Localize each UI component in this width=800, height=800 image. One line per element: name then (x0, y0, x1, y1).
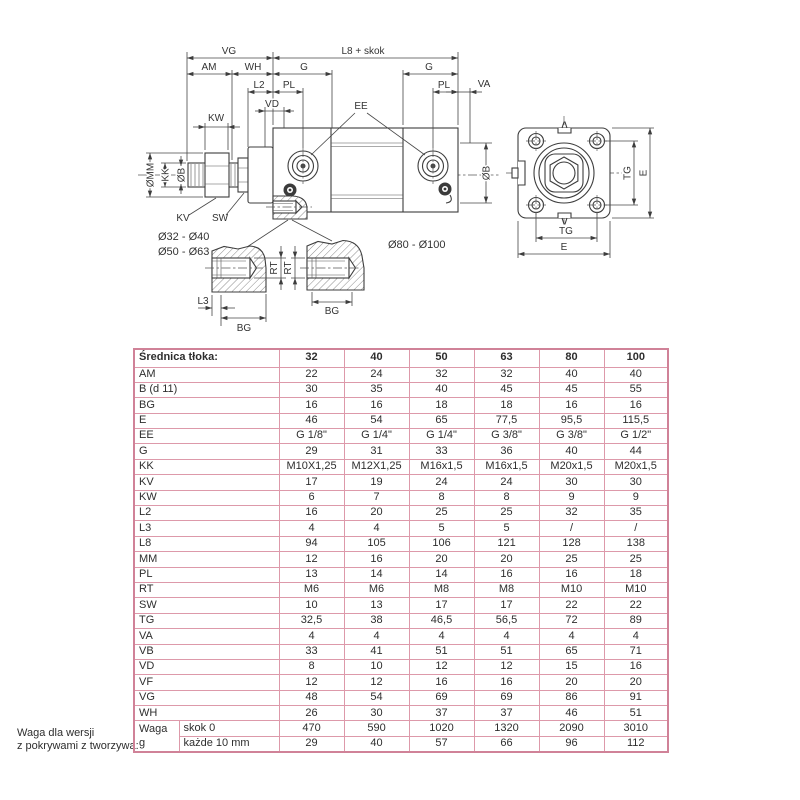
end-view (506, 116, 654, 258)
table-row (134, 706, 668, 721)
row-label: VF (134, 675, 279, 690)
cell-value: 69 (409, 690, 474, 705)
cell-value: 12 (344, 675, 409, 690)
row-label: RT (134, 582, 279, 597)
dim-label-dia-mm: ØMM (145, 162, 157, 188)
cell-value: G 1/8" (279, 429, 344, 444)
cell-value: 10 (344, 659, 409, 674)
cell-value: 16 (539, 567, 604, 582)
cell-value: 40 (539, 367, 604, 382)
table-row (134, 629, 668, 644)
cell-value: 3010 (604, 721, 668, 736)
cell-value: 13 (279, 567, 344, 582)
table-row (134, 659, 668, 674)
cell-value: 18 (474, 398, 539, 413)
note-range-large: Ø80 - Ø100 (388, 239, 446, 251)
note-range-medium: Ø50 - Ø63 (158, 246, 210, 258)
dim-label-rt-large: RT (283, 261, 294, 275)
thread-detail-large (283, 241, 364, 318)
table-row (134, 398, 668, 413)
cell-value: 91 (604, 690, 668, 705)
table-row (134, 429, 668, 444)
dim-label-pl-right: PL (437, 80, 451, 91)
cell-value: 13 (344, 598, 409, 613)
dim-label-g-left: G (300, 62, 308, 73)
row-label: EE (134, 429, 279, 444)
cell-value: 46,5 (409, 613, 474, 628)
cylinder-body (247, 128, 458, 247)
table-row (134, 582, 668, 597)
rod-nut (205, 153, 229, 197)
dim-label-pl-left: PL (282, 80, 296, 91)
cell-value: 16 (279, 398, 344, 413)
table-row (134, 536, 668, 551)
cell-value: 1320 (474, 721, 539, 736)
cell-value: 115,5 (604, 413, 668, 428)
row-label: VB (134, 644, 279, 659)
weight-row (134, 721, 668, 736)
cell-value: 25 (474, 506, 539, 521)
cell-value: 40 (539, 444, 604, 459)
dim-label-dia-b-rod: ØB (176, 167, 188, 183)
cell-value: 128 (539, 536, 604, 551)
cell-value: 46 (539, 706, 604, 721)
cell-value: 24 (344, 367, 409, 382)
cell-value: 44 (604, 444, 668, 459)
cell-value: 25 (539, 552, 604, 567)
cell-value: 20 (604, 675, 668, 690)
cell-value: 4 (474, 629, 539, 644)
cell-value: 18 (604, 567, 668, 582)
table-row (134, 413, 668, 428)
table-row (134, 475, 668, 490)
cell-value: 26 (279, 706, 344, 721)
cell-value: 46 (279, 413, 344, 428)
cell-value: 51 (474, 644, 539, 659)
table-row (134, 459, 668, 474)
cell-value: 470 (279, 721, 344, 736)
cell-value: 19 (344, 475, 409, 490)
dim-label-dia-b-body: ØB (481, 165, 493, 181)
cell-value: 8 (474, 490, 539, 505)
dim-label-bg-small: BG (236, 323, 252, 334)
row-label: KW (134, 490, 279, 505)
cell-value: 12 (409, 659, 474, 674)
cell-value: 16 (409, 675, 474, 690)
column-header: 32 (279, 349, 344, 367)
dim-label-kk: KK (160, 168, 172, 182)
cell-value: 106 (409, 536, 474, 551)
caption-line1: Waga dla wersji (17, 727, 95, 739)
cell-value: 2090 (539, 721, 604, 736)
cell-value: 54 (344, 690, 409, 705)
cell-value: 1020 (409, 721, 474, 736)
table-row (134, 382, 668, 397)
cell-value: G 3/8" (474, 429, 539, 444)
weight-sublabel: skok 0 (179, 721, 279, 736)
table-header-label: Średnica tłoka: (134, 349, 279, 367)
cell-value: G 1/4" (344, 429, 409, 444)
cell-value: 38 (344, 613, 409, 628)
rod-flats (238, 158, 248, 192)
cell-value: 4 (409, 629, 474, 644)
cell-value: 20 (344, 506, 409, 521)
table-row (134, 506, 668, 521)
cell-value: 57 (409, 736, 474, 752)
dim-label-wh: WH (244, 62, 262, 73)
cell-value: 30 (539, 475, 604, 490)
cell-value: 20 (539, 675, 604, 690)
cell-value: 40 (604, 367, 668, 382)
cell-value: M10 (539, 582, 604, 597)
table-row (134, 690, 668, 705)
cell-value: M20x1,5 (604, 459, 668, 474)
cell-value: 16 (604, 659, 668, 674)
cell-value: 33 (409, 444, 474, 459)
cell-value: 16 (344, 552, 409, 567)
cell-value: 590 (344, 721, 409, 736)
cell-value: 16 (279, 506, 344, 521)
cell-value: 17 (409, 598, 474, 613)
dim-label-l3: L3 (197, 296, 209, 307)
column-header: 40 (344, 349, 409, 367)
weight-label (134, 721, 179, 752)
cell-value: M6 (344, 582, 409, 597)
cell-value: 24 (409, 475, 474, 490)
cell-value: 16 (539, 398, 604, 413)
cell-value: 25 (409, 506, 474, 521)
cell-value: 7 (344, 490, 409, 505)
cell-value: 94 (279, 536, 344, 551)
cell-value: 48 (279, 690, 344, 705)
dim-label-g-right: G (425, 62, 433, 73)
cell-value: 22 (539, 598, 604, 613)
cell-value: 105 (344, 536, 409, 551)
caption-line2: z pokrywami z tworzywa: (17, 740, 139, 752)
dim-label-vd: VD (265, 99, 279, 110)
cell-value: 45 (539, 382, 604, 397)
cell-value: 22 (604, 598, 668, 613)
row-label: SW (134, 598, 279, 613)
dim-label-tg-side: TG (622, 166, 634, 180)
cell-value: M16x1,5 (409, 459, 474, 474)
cell-value: 35 (344, 382, 409, 397)
row-label: BG (134, 398, 279, 413)
table-row (134, 521, 668, 536)
cell-value: 72 (539, 613, 604, 628)
row-label: PL (134, 567, 279, 582)
column-header: 50 (409, 349, 474, 367)
weight-caption (17, 727, 139, 753)
column-header: 100 (604, 349, 668, 367)
cell-value: 4 (344, 629, 409, 644)
cell-value: 4 (604, 629, 668, 644)
cell-value: 29 (279, 736, 344, 752)
row-label: E (134, 413, 279, 428)
cell-value: 5 (409, 521, 474, 536)
dim-label-kw: KW (207, 113, 225, 124)
row-label: L2 (134, 506, 279, 521)
cell-value: 33 (279, 644, 344, 659)
dim-label-l2: L2 (253, 80, 265, 91)
cell-value: G 3/8" (539, 429, 604, 444)
cell-value: 89 (604, 613, 668, 628)
cell-value: 37 (474, 706, 539, 721)
table-row (134, 644, 668, 659)
thread-detail-small (197, 246, 286, 334)
cell-value: M8 (474, 582, 539, 597)
dim-label-kv: KV (176, 213, 190, 224)
cell-value: 16 (604, 398, 668, 413)
cell-value: 8 (409, 490, 474, 505)
cell-value: 16 (344, 398, 409, 413)
row-label: MM (134, 552, 279, 567)
cell-value: 25 (604, 552, 668, 567)
cell-value: 12 (474, 659, 539, 674)
cell-value: 112 (604, 736, 668, 752)
table-row (134, 552, 668, 567)
cell-value: 30 (344, 706, 409, 721)
table-header-row (134, 349, 668, 367)
cell-value: 12 (279, 675, 344, 690)
cell-value: 69 (474, 690, 539, 705)
row-label: L8 (134, 536, 279, 551)
cell-value: 65 (409, 413, 474, 428)
cell-value: M16x1,5 (474, 459, 539, 474)
cell-value: 12 (279, 552, 344, 567)
cell-value: 66 (474, 736, 539, 752)
dim-label-rt-small: RT (269, 261, 280, 275)
cell-value: M20x1,5 (539, 459, 604, 474)
cell-value: 45 (474, 382, 539, 397)
cell-value: 5 (474, 521, 539, 536)
column-header: 63 (474, 349, 539, 367)
cell-value: 51 (604, 706, 668, 721)
row-label: G (134, 444, 279, 459)
cell-value: 30 (279, 382, 344, 397)
cell-value: 32 (474, 367, 539, 382)
table-row (134, 490, 668, 505)
row-label: KK (134, 459, 279, 474)
row-label: VG (134, 690, 279, 705)
cell-value: 40 (344, 736, 409, 752)
row-label: WH (134, 706, 279, 721)
cell-value: 56,5 (474, 613, 539, 628)
cell-value: / (539, 521, 604, 536)
dimension-table-body (134, 349, 668, 752)
cell-value: 14 (409, 567, 474, 582)
cell-value: 40 (409, 382, 474, 397)
cell-value: 4 (279, 629, 344, 644)
cell-value: 14 (344, 567, 409, 582)
cell-value: 15 (539, 659, 604, 674)
cell-value: 35 (604, 506, 668, 521)
cell-value: 4 (539, 629, 604, 644)
cell-value: 32,5 (279, 613, 344, 628)
cell-value: 4 (279, 521, 344, 536)
cell-value: 17 (279, 475, 344, 490)
table-row (134, 444, 668, 459)
cell-value: 71 (604, 644, 668, 659)
cell-value: 16 (474, 675, 539, 690)
dim-label-vg: VG (221, 46, 237, 57)
cell-value: 22 (279, 367, 344, 382)
cell-value: 9 (604, 490, 668, 505)
cell-value: 6 (279, 490, 344, 505)
table-row (134, 367, 668, 382)
note-range-small: Ø32 - Ø40 (158, 231, 210, 243)
row-label: VA (134, 629, 279, 644)
cell-value: 20 (409, 552, 474, 567)
row-label: AM (134, 367, 279, 382)
cell-value: 77,5 (474, 413, 539, 428)
cell-value: 51 (409, 644, 474, 659)
technical-drawing (0, 0, 800, 344)
cell-value: 20 (474, 552, 539, 567)
cell-value: 16 (474, 567, 539, 582)
cell-value: 36 (474, 444, 539, 459)
cell-value: 32 (409, 367, 474, 382)
dim-label-ee: EE (354, 101, 368, 112)
row-label: VD (134, 659, 279, 674)
table-row (134, 613, 668, 628)
dim-label-sw: SW (211, 213, 229, 224)
cell-value: 31 (344, 444, 409, 459)
cell-value: 24 (474, 475, 539, 490)
cell-value: G 1/4" (409, 429, 474, 444)
weight-row (134, 736, 668, 752)
cell-value: M8 (409, 582, 474, 597)
rod-collar (248, 147, 273, 203)
dim-label-bg-large: BG (324, 306, 340, 317)
dim-label-tg-bottom: TG (559, 226, 573, 237)
cell-value: M10X1,25 (279, 459, 344, 474)
cell-value: 95,5 (539, 413, 604, 428)
dim-label-l8-skok: L8 + skok (341, 46, 385, 57)
cell-value: 29 (279, 444, 344, 459)
cell-value: 37 (409, 706, 474, 721)
cell-value: 121 (474, 536, 539, 551)
cell-value: 55 (604, 382, 668, 397)
row-label: TG (134, 613, 279, 628)
column-header: 80 (539, 349, 604, 367)
side-view (138, 46, 500, 258)
dim-label-va: VA (477, 79, 491, 90)
dim-label-e-bottom: E (560, 242, 568, 253)
cell-value: 32 (539, 506, 604, 521)
weight-sublabel: każde 10 mm (179, 736, 279, 752)
cell-value: 18 (409, 398, 474, 413)
cell-value: 54 (344, 413, 409, 428)
weight-label-name: Waga (139, 723, 168, 736)
cell-value: 30 (604, 475, 668, 490)
cell-value: 138 (604, 536, 668, 551)
cell-value: 96 (539, 736, 604, 752)
table-row (134, 567, 668, 582)
weight-label-unit: g (139, 737, 146, 750)
cell-value: 9 (539, 490, 604, 505)
table-row (134, 598, 668, 613)
row-label: B (d 11) (134, 382, 279, 397)
dim-label-am: AM (201, 62, 217, 73)
table-row (134, 675, 668, 690)
cell-value: 4 (344, 521, 409, 536)
dimension-table (133, 348, 669, 753)
cell-value: M6 (279, 582, 344, 597)
cell-value: 8 (279, 659, 344, 674)
cell-value: / (604, 521, 668, 536)
cell-value: M10 (604, 582, 668, 597)
piston-rod (188, 147, 273, 203)
cell-value: 10 (279, 598, 344, 613)
cell-value: 86 (539, 690, 604, 705)
cell-value: M12X1,25 (344, 459, 409, 474)
row-label: KV (134, 475, 279, 490)
dim-label-e-side: E (638, 169, 650, 177)
row-label: L3 (134, 521, 279, 536)
cell-value: G 1/2" (604, 429, 668, 444)
cell-value: 65 (539, 644, 604, 659)
cell-value: 41 (344, 644, 409, 659)
cell-value: 17 (474, 598, 539, 613)
